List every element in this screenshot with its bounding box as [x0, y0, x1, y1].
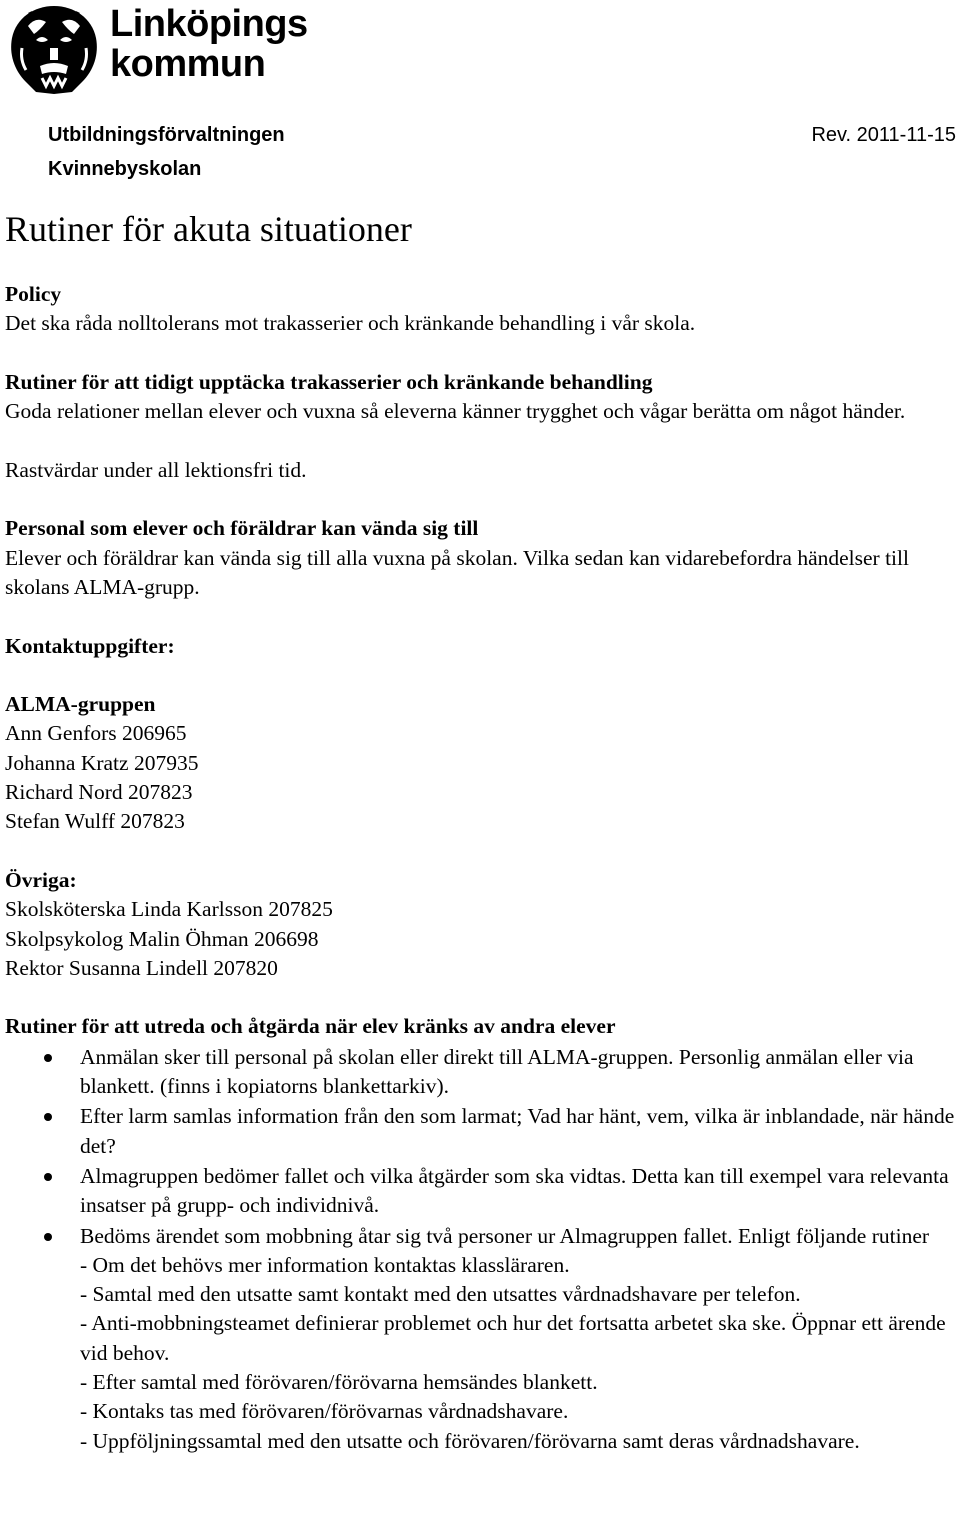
bullet-icon: [44, 1113, 52, 1121]
list-item: Efter larm samlas information från den som larmat; Vad har hänt, vem, vilka är inblandade, när hände det?: [5, 1102, 960, 1161]
policy-heading: Policy: [5, 282, 62, 306]
bullet-icon: [44, 1173, 52, 1181]
policy-text: Det ska råda nolltolerans mot trakasserier och kränkande behandling i vår skola.: [5, 311, 696, 336]
step-line: - Efter samtal med förövaren/förövarna hemsändes blankett.: [80, 1369, 598, 1394]
logo-wordmark: [110, 4, 308, 84]
lion-emblem-icon: [6, 4, 102, 96]
contacts-heading: Kontaktuppgifter:: [5, 633, 175, 658]
step-line: - Kontaks tas med förövaren/förövarnas vårdnadshavare.: [80, 1399, 569, 1424]
recess-supervision-text: Rastvärdar under all lektionsfri tid.: [5, 457, 307, 482]
contact-line: Skolpsykolog Malin Öhman 206698: [5, 926, 319, 951]
logo-line-1: Linköpings: [110, 3, 308, 45]
school-name: Kvinnebyskolan: [48, 158, 202, 180]
revision-date: Rev. 2011-11-15: [811, 124, 956, 146]
list-item: Bedöms ärendet som mobbning åtar sig två personer ur Almagruppen fallet. Enligt följande rutiner: [5, 1222, 960, 1251]
early-detection-text: Goda relationer mellan elever och vuxna så eleverna känner trygghet och vågar berätta om något händer.: [5, 399, 906, 424]
investigation-list: [5, 1043, 960, 1251]
list-item: Almagruppen bedömer fallet och vilka åtgärder som ska vidtas. Detta kan till exempel vara relevanta insatser på grupp- och individnivå.: [5, 1162, 960, 1221]
staff-text: Elever och föräldrar kan vända sig till alla vuxna på skolan. Vilka sedan kan vidarebefordra händelser till skolans ALMA-grupp.: [5, 545, 909, 599]
investigation-heading: Rutiner för att utreda och åtgärda när elev kränks av andra elever: [5, 1014, 616, 1039]
contact-line: Johanna Kratz 207935: [5, 750, 199, 775]
logo: [6, 4, 306, 96]
page-title: Rutiner för akuta situationer: [5, 209, 412, 249]
contact-line: Richard Nord 207823: [5, 780, 193, 805]
staff-heading: Personal som elever och föräldrar kan vända sig till: [5, 516, 479, 541]
list-item: Anmälan sker till personal på skolan eller direkt till ALMA-gruppen. Personlig anmälan eller via blankett. (finns i kopiatorns blankettarkiv).: [5, 1043, 960, 1102]
contact-line: Ann Genfors 206965: [5, 721, 187, 746]
document-body: [5, 280, 960, 1456]
contact-line: Rektor Susanna Lindell 207820: [5, 955, 278, 980]
contact-line: Skolsköterska Linda Karlsson 207825: [5, 897, 333, 922]
early-detection-heading: Rutiner för att tidigt upptäcka trakasserier och kränkande behandling: [5, 369, 653, 394]
bullet-icon: [44, 1233, 52, 1241]
contact-line: Stefan Wulff 207823: [5, 809, 185, 834]
bullet-icon: [44, 1054, 52, 1062]
department-name: Utbildningsförvaltningen: [48, 124, 285, 146]
step-line: - Samtal med den utsatte samt kontakt med den utsattes vårdnadshavare per telefon.: [80, 1282, 801, 1307]
logo-line-2: kommun: [110, 43, 266, 85]
other-contacts-heading: Övriga:: [5, 867, 77, 892]
step-line: - Om det behövs mer information kontaktas klassläraren.: [80, 1252, 570, 1277]
alma-group-heading: ALMA-gruppen: [5, 692, 156, 717]
step-line: - Anti-mobbningsteamet definierar problemet och hur det fortsatta arbetet ska ske. Öppnar ett ärende vid behov.: [80, 1311, 946, 1365]
step-line: - Uppföljningssamtal med den utsatte och förövaren/förövarna samt deras vårdnadshavare.: [80, 1428, 860, 1453]
